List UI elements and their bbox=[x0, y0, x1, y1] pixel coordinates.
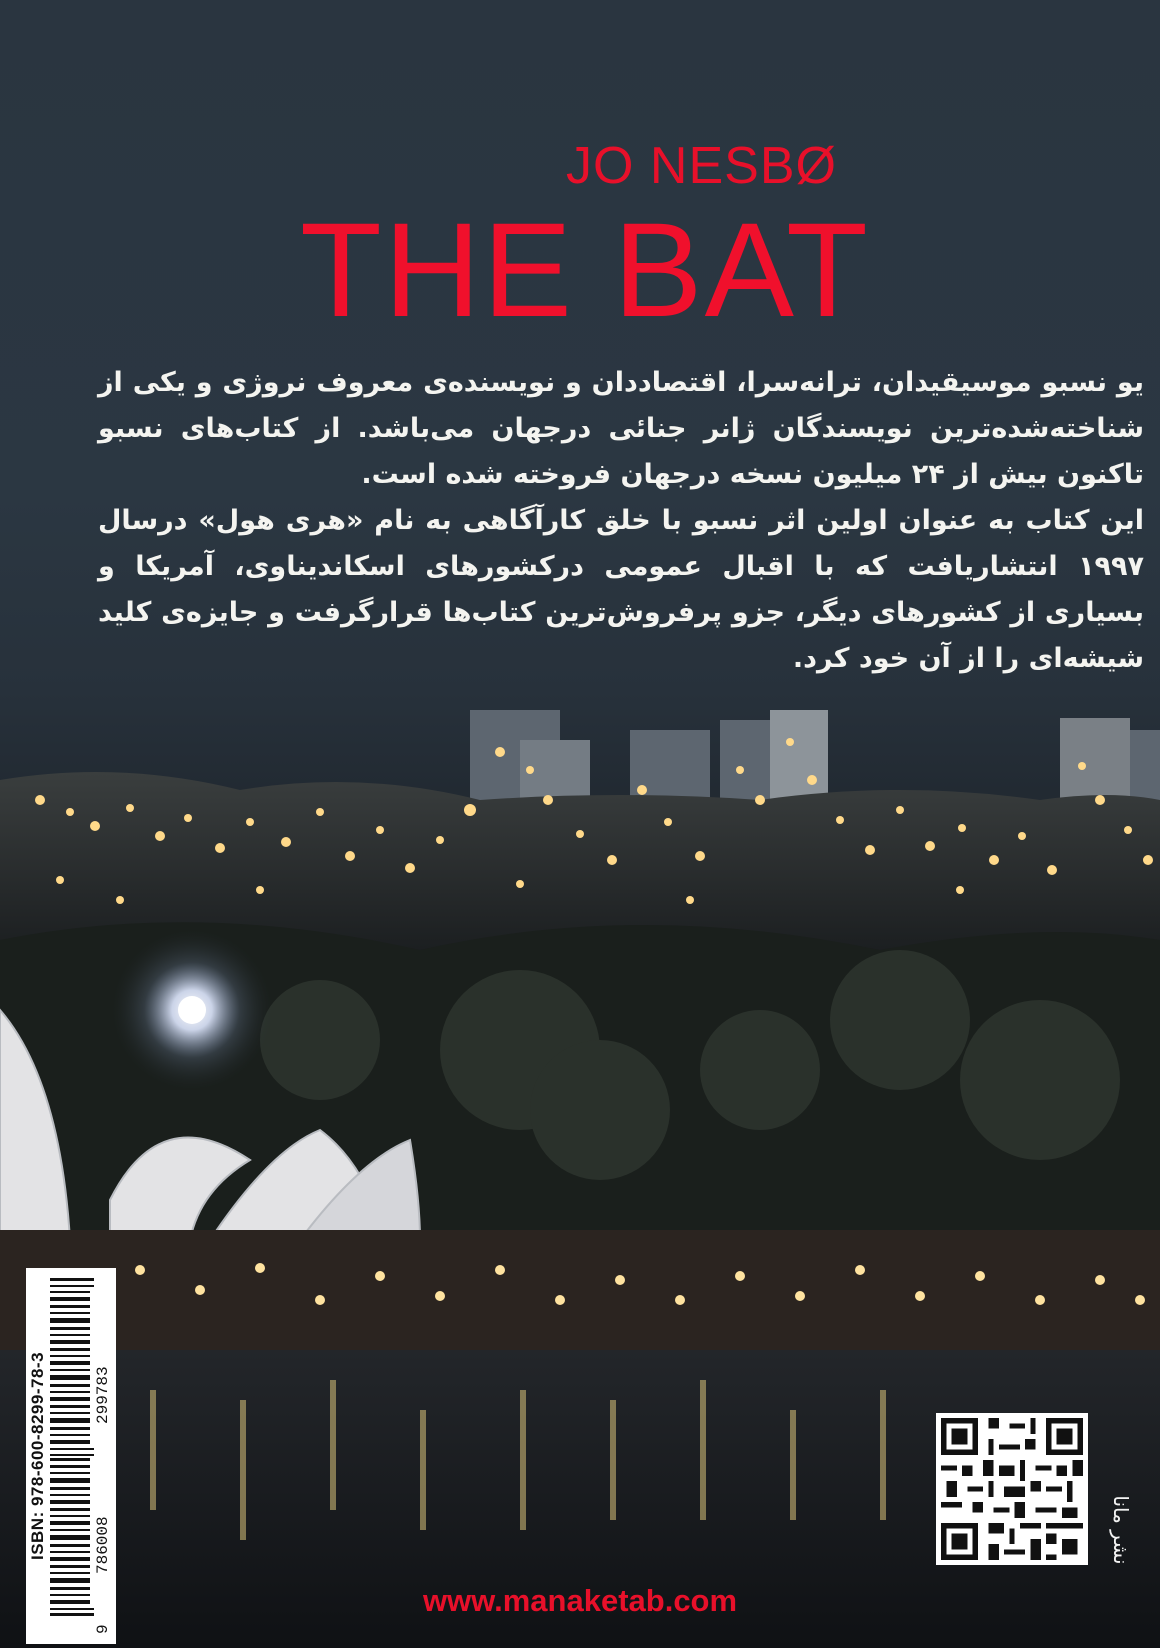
blurb-paragraph: یو نسبو موسیقیدان، ترانه‌سرا، اقتصاددان و نویسنده‌ی معروف نروژی و یکی از شناخته‌شده‌ترین نویسندگان ژانر جنائی درجهان می‌باشد. از کتاب‌های نسبو تاکنون بیش از ۲۴ میلیون نسخه درجهان فروخته شده است. bbox=[98, 367, 1144, 490]
barcode-digit-prefix: 9 bbox=[94, 1624, 112, 1634]
book-title: THE BAT bbox=[300, 196, 870, 345]
isbn-number: ISBN: 978-600-8299-78-3 bbox=[28, 1351, 47, 1561]
barcode-digit-group: 786008 bbox=[94, 1516, 112, 1574]
author-name: JO NESBØ bbox=[566, 137, 837, 195]
publisher-logo bbox=[1099, 1420, 1143, 1640]
barcode-digits bbox=[94, 1268, 114, 1644]
qr-code-icon[interactable] bbox=[936, 1413, 1088, 1565]
book-description bbox=[98, 360, 1144, 682]
isbn-barcode bbox=[26, 1268, 116, 1644]
publisher-name: نشر مانا bbox=[1109, 1495, 1133, 1565]
publisher-website[interactable]: www.manaketab.com bbox=[422, 1583, 738, 1618]
barcode-icon bbox=[50, 1276, 94, 1616]
blurb-paragraph: این کتاب به عنوان اولین اثر نسبو با خلق کارآگاهی به نام «هری هول» درسال ۱۹۹۷ انتشاریافت که با اقبال عمومی درکشورهای اسکاندیناوی، آمریکا و بسیاری از کشورهای دیگر، جزو پرفروش‌ترین کتاب‌ها قرارگرفت و جایزه‌ی کلید شیشه‌ای را از آن خود کرد. bbox=[98, 505, 1144, 674]
barcode-digit-group: 299783 bbox=[94, 1366, 112, 1424]
